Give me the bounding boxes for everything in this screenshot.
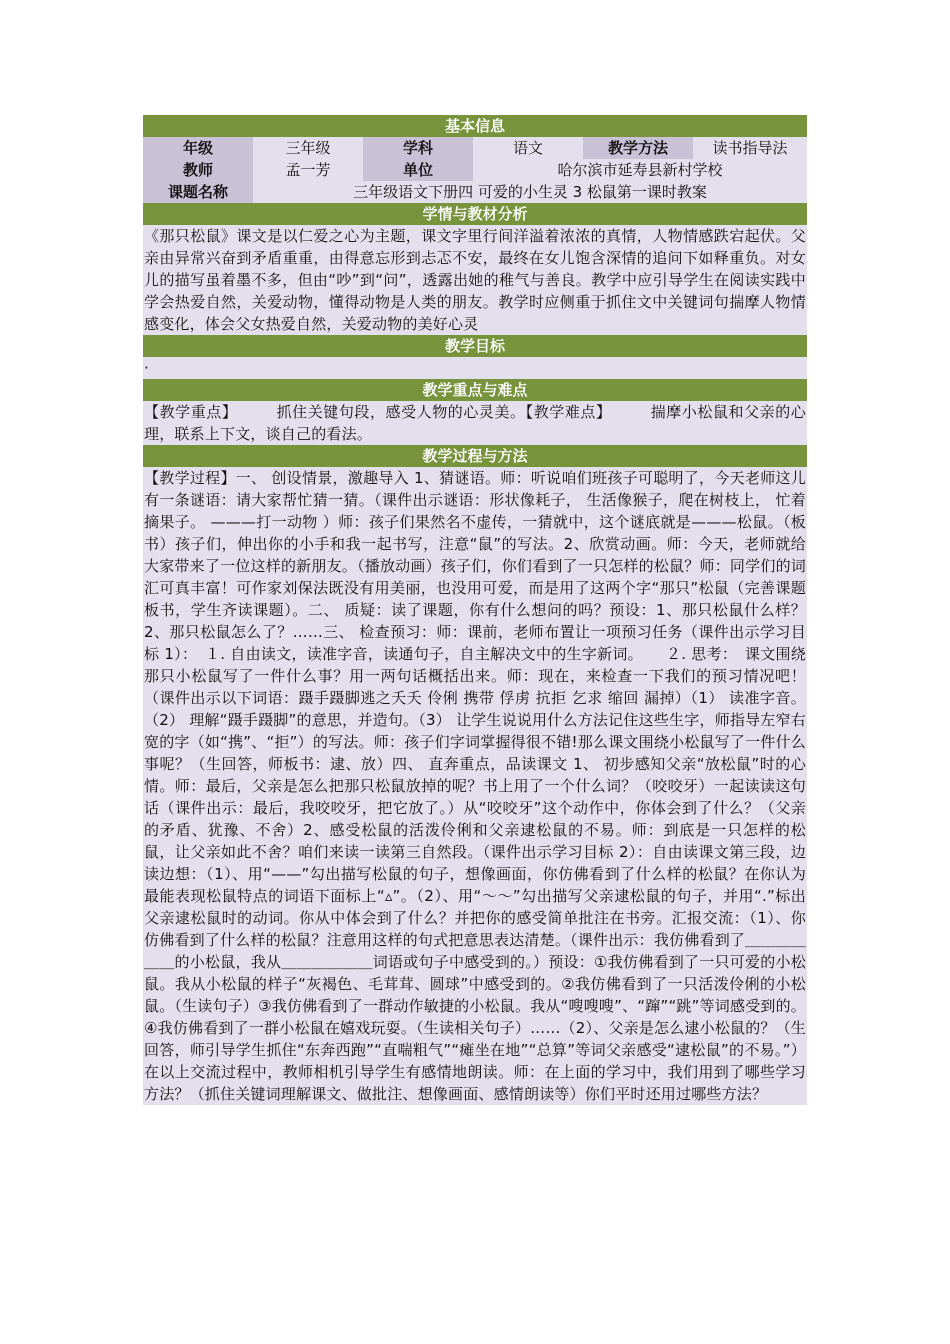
subject-label: 学科 [363, 137, 473, 159]
section-header-basic-info: 基本信息 [143, 115, 807, 137]
subject-value: 语文 [512, 139, 543, 157]
teacher-value: 孟一芳 [285, 161, 331, 179]
lesson-plan-table [143, 115, 807, 1105]
process-text [143, 467, 807, 1105]
lesson-title-label: 课题名称 [143, 181, 253, 203]
lesson-title-value: 三年级语文下册四 可爱的小生灵 3 松鼠第一课时教案 [353, 183, 707, 201]
goals-text: · [143, 357, 807, 379]
section-header-analysis: 学情与教材分析 [143, 203, 807, 225]
method-label: 教学方法 [583, 137, 693, 159]
grade-label: 年级 [143, 137, 253, 159]
basic-info-grid [143, 137, 807, 203]
process-paragraph: 【教学过程】一、 创设情景，激趣导入 1、猜谜语。师：听说咱们班孩子可聪明了，今天老师这儿有一条谜语：请大家帮忙猜一猜。（课件出示谜语：形状像耗子， 生活像猴子，爬在树枝上， 忙着摘果子。 ———打一动物 ）师：孩子们果然名不虚传，一猜就中，这个谜底就是———松鼠。（板书）孩子们，伸出你的小手和我一起书写，注意“鼠”的写法。2、欣赏动画。师：今天，老师就给大家带来了一位这样的新朋友。（播放动画）孩子们，你们看到了一只怎样的松鼠？师：同学们的词汇可真丰富！可作家刘保法既没有用美丽，也没用可爱，而是用了这两个字“那只”松鼠（完善课题板书，学生齐读课题）。二、 质疑：读了课题，你有什么想问的吗？预设：1、那只松鼠什么样？2、那只松鼠怎么了？……三、 检查预习：师：课前，老师布置让一项预习任务（课件出示学习目标 1）： １. 自由读文，读准字音，读通句子，自主解决文中的生字新词。 ２. 思考： 课文围绕那只小松鼠写了一件什么事？用一两句话概括出来。师：现在，来检查一下我们的预习情况吧！（课件出示以下词语：蹑手蹑脚逃之夭夭 伶俐 携带 俘虏 抗拒 乞求 缩回 漏掉）（1） 读准字音。（2） 理解“蹑手蹑脚”的意思，并造句。（3） 让学生说说用什么方法记住这些生字，师指导左窄右宽的字（如“携”、“拒”）的写法。师：孩子们字词掌握得很不错!那么课文围绕小松鼠写了一件什么事呢？（生回答，师板书：逮、放）四、 直奔重点，品读课文 1、 初步感知父亲“放松鼠”时的心情。师：最后，父亲是怎么把那只松鼠放掉的呢？书上用了一个什么词？（咬咬牙）一起读读这句话（课件出示：最后，我咬咬牙，把它放了。）从“咬咬牙”这个动作中，你体会到了什么？（父亲的矛盾、犹豫、不舍）2、感受松鼠的活泼伶俐和父亲逮松鼠的不易。师：到底是一只怎样的松鼠，让父亲如此不舍？咱们来读一读第三自然段。（课件出示学习目标 2）：自由读课文第三段，边读边想：（1）、用“——”勾出描写松鼠的句子，想像画面，你仿佛看到了什么样的松鼠？在你认为最能表现松鼠特点的词语下面标上“▵”。（2）、用“～～”勾出描写父亲逮松鼠的句子，并用“.”标出父亲逮松鼠时的动词。你从中体会到了什么？并把你的感受简单批注在书旁。汇报交流：（1）、你仿佛看到了什么样的松鼠？注意用这样的句式把意思表达清楚。（课件出示：我仿佛看到了＿＿＿＿＿＿的小松鼠，我从＿＿＿＿＿＿词语或句子中感受到的。）预设：①我仿佛看到了一只可爱的小松鼠。我从小松鼠的样子“灰褐色、毛茸茸、圆球”中感受到的。②我仿佛看到了一只活泼伶俐的小松鼠。（生读句子）③我仿佛看到了一群动作敏捷的小松鼠。我从“嗖嗖嗖”、“蹿”“跳”等词感受到的。④我仿佛看到了一群小松鼠在嬉戏玩耍。（生读相关句子）……（2）、父亲是怎么逮小松鼠的？（生回答，师引导学生抓住“东奔西跑”“直喘粗气”“瘫坐在地”“总算”等词父亲感受“逮松鼠”的不易。”）在以上交流过程中，教师相机引导学生有感情地朗读。师：在上面的学习中，我们用到了哪些学习方法？（抓住关键词理解课文、做批注、想像画面、感情朗读等）你们平时还用过哪些方法？ [144, 469, 806, 1103]
grade-value: 三年级 [285, 139, 331, 157]
keypoints-paragraph: 【教学重点】 抓住关键句段，感受人物的心灵美。【教学难点】 揣摩小松鼠和父亲的心理，联系上下文，谈自己的看法。 [144, 403, 806, 443]
unit-label: 单位 [363, 159, 473, 181]
unit-value: 哈尔滨市延寿县新村学校 [557, 161, 723, 179]
section-header-process: 教学过程与方法 [143, 445, 807, 467]
method-value: 读书指导法 [712, 139, 788, 157]
teacher-label: 教师 [143, 159, 253, 181]
analysis-text [143, 225, 807, 335]
section-header-keypoints: 教学重点与难点 [143, 379, 807, 401]
keypoints-text [143, 401, 807, 445]
section-header-goals: 教学目标 [143, 335, 807, 357]
analysis-paragraph: 《那只松鼠》课文是以仁爱之心为主题，课文字里行间洋溢着浓浓的真情，人物情感跌宕起伏。父亲由异常兴奋到矛盾重重，由得意忘形到忐忑不安，最终在女儿饱含深情的追问下如释重负。对女儿的描写虽着墨不多，但由“吵”到“问”，透露出她的稚气与善良。教学中应引导学生在阅读实践中学会热爱自然，关爱动物，懂得动物是人类的朋友。教学时应侧重于抓住文中关键词句揣摩人物情感变化，体会父女热爱自然，关爱动物的美好心灵 [144, 227, 806, 333]
